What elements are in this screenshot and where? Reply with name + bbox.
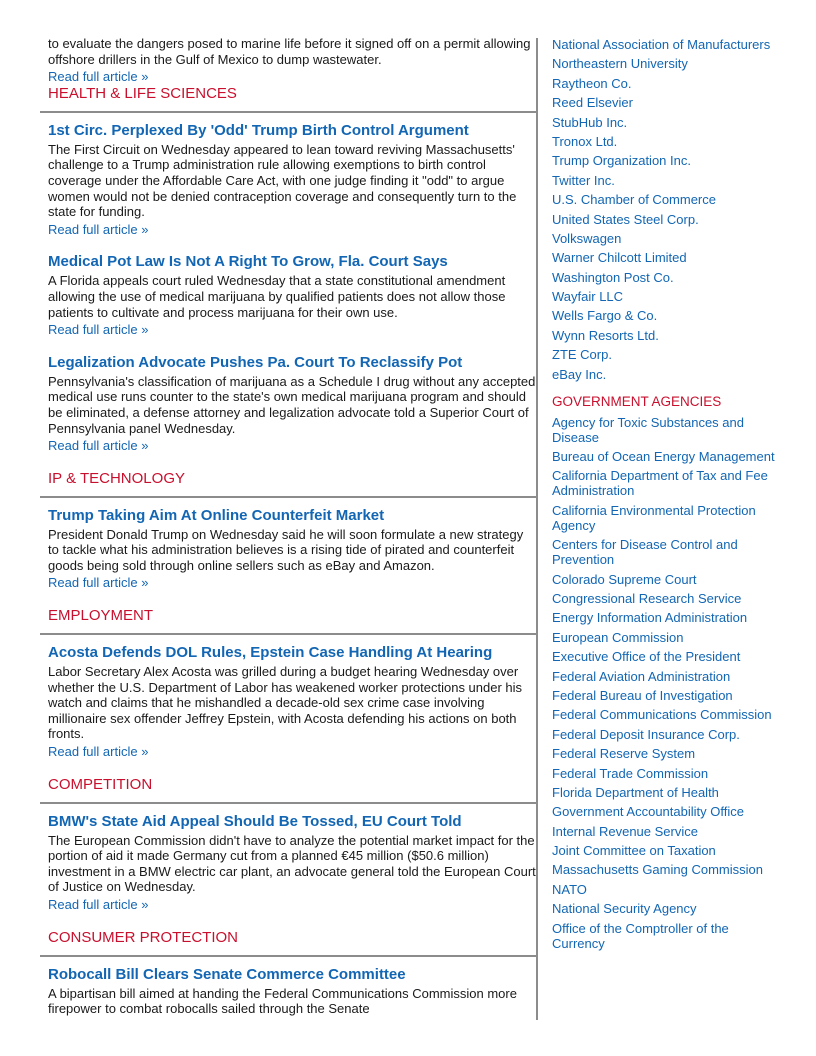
read-full-article-link[interactable]: Read full article » <box>48 897 149 912</box>
read-full-article-link[interactable]: Read full article » <box>48 438 149 454</box>
sidebar-company-link[interactable]: Warner Chilcott Limited <box>552 250 687 266</box>
sidebar-agency-link[interactable]: National Security Agency <box>552 901 697 917</box>
article <box>40 644 537 760</box>
sidebar-agency-link[interactable]: Colorado Supreme Court <box>552 571 697 587</box>
read-full-article-link[interactable]: Read full article » <box>48 69 149 85</box>
sidebar-agency-link[interactable]: Government Accountability Office <box>552 804 744 820</box>
article-title-link[interactable]: Medical Pot Law Is Not A Right To Grow, Fla. Court Says <box>48 253 448 271</box>
article-summary: Pennsylvania's classification of marijuana as a Schedule I drug without any accepted medical use runs counter to the state's own medical marijuana program and should be eliminated, a defense attorney and legalization advocate told a Superior Court of Pennsylvania panel Wednesday. <box>48 373 536 436</box>
article <box>40 253 537 337</box>
sidebar-agency-link[interactable]: European Commission <box>552 629 684 645</box>
sidebar-company-link[interactable]: Wayfair LLC <box>552 289 624 305</box>
article <box>40 122 537 238</box>
read-full-article-link[interactable]: Read full article » <box>48 221 149 237</box>
sidebar-agency-link[interactable]: Federal Trade Commission <box>552 765 709 781</box>
section <box>40 929 537 1017</box>
article-summary: The First Circuit on Wednesday appeared to lean toward reviving Massachusetts' challenge to a Trump administration rule allowing exemptions to birth control coverage under the Affordable Care Act, with one judge finding it "odd" to argue women would not be denied contraception coverage and consequently turn to the state for funding. <box>48 141 517 220</box>
sidebar-agency-link[interactable]: Centers for Disease Control and Prevention <box>552 537 738 568</box>
sidebar-agency-link[interactable]: Joint Committee on Taxation <box>552 843 716 859</box>
sidebar-agency-link[interactable]: Executive Office of the President <box>552 649 741 665</box>
sidebar-agency-link[interactable]: Energy Information Administration <box>552 610 748 626</box>
sidebar-company-link[interactable]: ZTE Corp. <box>552 347 612 363</box>
sidebar-company-link[interactable]: Wynn Resorts Ltd. <box>552 327 659 343</box>
read-full-article-link[interactable]: Read full article » <box>48 322 149 338</box>
sidebar-company-link[interactable]: Tronox Ltd. <box>552 133 618 149</box>
section-heading: CONSUMER PROTECTION <box>48 928 239 946</box>
agency-list <box>552 415 782 951</box>
sidebar-agency-link[interactable]: NATO <box>552 881 587 897</box>
article-summary: Labor Secretary Alex Acosta was grilled during a budget hearing Wednesday over whether the U.S. Department of Labor has weakened worker protections under his watch and claims that he mishandled a decade-old sex crime case involving millionaire sex offender Jeffrey Epstein, with Acosta defending his actions on both fronts. <box>48 664 523 742</box>
sidebar-agency-link[interactable]: Massachusetts Gaming Commission <box>552 862 763 878</box>
sidebar-company-link[interactable]: U.S. Chamber of Commerce <box>552 192 716 208</box>
section-divider <box>40 111 537 113</box>
sidebar-agency-link[interactable]: Federal Deposit Insurance Corp. <box>552 726 740 742</box>
sidebar-company-link[interactable]: Volkswagen <box>552 230 622 246</box>
company-list <box>552 37 782 382</box>
sidebar-agency-link[interactable]: Federal Reserve System <box>552 746 696 762</box>
sidebar-company-link[interactable]: StubHub Inc. <box>552 114 628 130</box>
sidebar-company-link[interactable]: Raytheon Co. <box>552 75 632 91</box>
sidebar-agency-link[interactable]: Office of the Comptroller of the Currency <box>552 920 729 951</box>
sidebar-company-link[interactable]: Northeastern University <box>552 56 688 72</box>
article-title-link[interactable]: BMW's State Aid Appeal Should Be Tossed, EU Court Told <box>48 812 462 830</box>
sidebar-agency-link[interactable]: Bureau of Ocean Energy Management <box>552 449 775 465</box>
main-column <box>40 36 537 1017</box>
article-title-link[interactable]: Legalization Advocate Pushes Pa. Court To Reclassify Pot <box>48 353 463 371</box>
section-divider <box>40 496 537 498</box>
section <box>40 470 537 591</box>
read-full-article-link[interactable]: Read full article » <box>48 744 149 760</box>
sidebar-agency-link[interactable]: Agency for Toxic Substances and Disease <box>552 414 744 445</box>
article-summary: President Donald Trump on Wednesday said he will soon formulate a new strategy to tackle what his administration believes is a rising tide of pirated and counterfeit goods being sold through online sellers such as eBay and Amazon. <box>48 526 524 573</box>
section-heading: COMPETITION <box>48 775 153 793</box>
sidebar-agency-link[interactable]: Federal Bureau of Investigation <box>552 687 733 703</box>
section-heading: EMPLOYMENT <box>48 607 154 625</box>
article <box>40 507 537 591</box>
sidebar-heading-government-agencies: GOVERNMENT AGENCIES <box>552 393 722 409</box>
article-summary-intro: to evaluate the dangers posed to marine life before it signed off on a permit allowing offshore drillers in the Gulf of Mexico to dump wastewater. <box>48 36 531 67</box>
article-title-link[interactable]: 1st Circ. Perplexed By 'Odd' Trump Birth Control Argument <box>48 121 469 139</box>
sidebar-agency-link[interactable]: Federal Communications Commission <box>552 707 772 723</box>
sidebar-company-link[interactable]: eBay Inc. <box>552 366 607 382</box>
section-divider <box>40 955 537 957</box>
sidebar-agency-link[interactable]: Florida Department of Health <box>552 784 719 800</box>
article <box>40 966 537 1017</box>
sidebar-agency-link[interactable]: Federal Aviation Administration <box>552 668 731 684</box>
sidebar <box>552 37 782 955</box>
section-divider <box>40 633 537 635</box>
sidebar-company-link[interactable]: Trump Organization Inc. <box>552 153 691 169</box>
sidebar-company-link[interactable]: Reed Elsevier <box>552 95 633 111</box>
sidebar-agency-link[interactable]: Congressional Research Service <box>552 590 742 606</box>
sidebar-company-link[interactable]: Wells Fargo & Co. <box>552 308 658 324</box>
sidebar-agency-link[interactable]: California Department of Tax and Fee Administration <box>552 468 768 499</box>
article-summary: The European Commission didn't have to analyze the potential market impact for the portion of aid it made Germany cut from a planned €45 million ($50.6 million) investment in a BMW electric car plant, an advocate general told the European Court of Justice on Wednesday. <box>48 832 536 895</box>
article-summary: A Florida appeals court ruled Wednesday that a state constitutional amendment allowing the use of medical marijuana by qualified patients does not allow those patients to cultivate and process marijuana for their own use. <box>48 273 506 320</box>
section-heading: HEALTH & LIFE SCIENCES <box>48 84 237 102</box>
news-sections <box>40 85 537 1017</box>
article <box>40 354 537 454</box>
sidebar-company-link[interactable]: Washington Post Co. <box>552 269 674 285</box>
section <box>40 607 537 760</box>
sidebar-company-link[interactable]: United States Steel Corp. <box>552 211 699 227</box>
section-divider <box>40 802 537 804</box>
sidebar-agency-link[interactable]: California Environmental Protection Agency <box>552 502 756 533</box>
article-summary: A bipartisan bill aimed at handing the Federal Communications Commission more firepower to combat robocalls sailed through the Senate <box>48 985 517 1017</box>
article-title-link[interactable]: Trump Taking Aim At Online Counterfeit Market <box>48 506 385 524</box>
section <box>40 776 537 913</box>
read-full-article-link[interactable]: Read full article » <box>48 575 149 591</box>
sidebar-company-link[interactable]: Twitter Inc. <box>552 172 615 188</box>
section <box>40 85 537 454</box>
sidebar-company-link[interactable]: National Association of Manufacturers <box>552 37 771 52</box>
section-heading: IP & TECHNOLOGY <box>48 469 185 487</box>
article <box>40 813 537 913</box>
article-title-link[interactable]: Acosta Defends DOL Rules, Epstein Case Handling At Hearing <box>48 644 493 662</box>
column-divider <box>536 38 538 1020</box>
sidebar-agency-link[interactable]: Internal Revenue Service <box>552 823 698 839</box>
article-title-link[interactable]: Robocall Bill Clears Senate Commerce Committee <box>48 965 406 983</box>
